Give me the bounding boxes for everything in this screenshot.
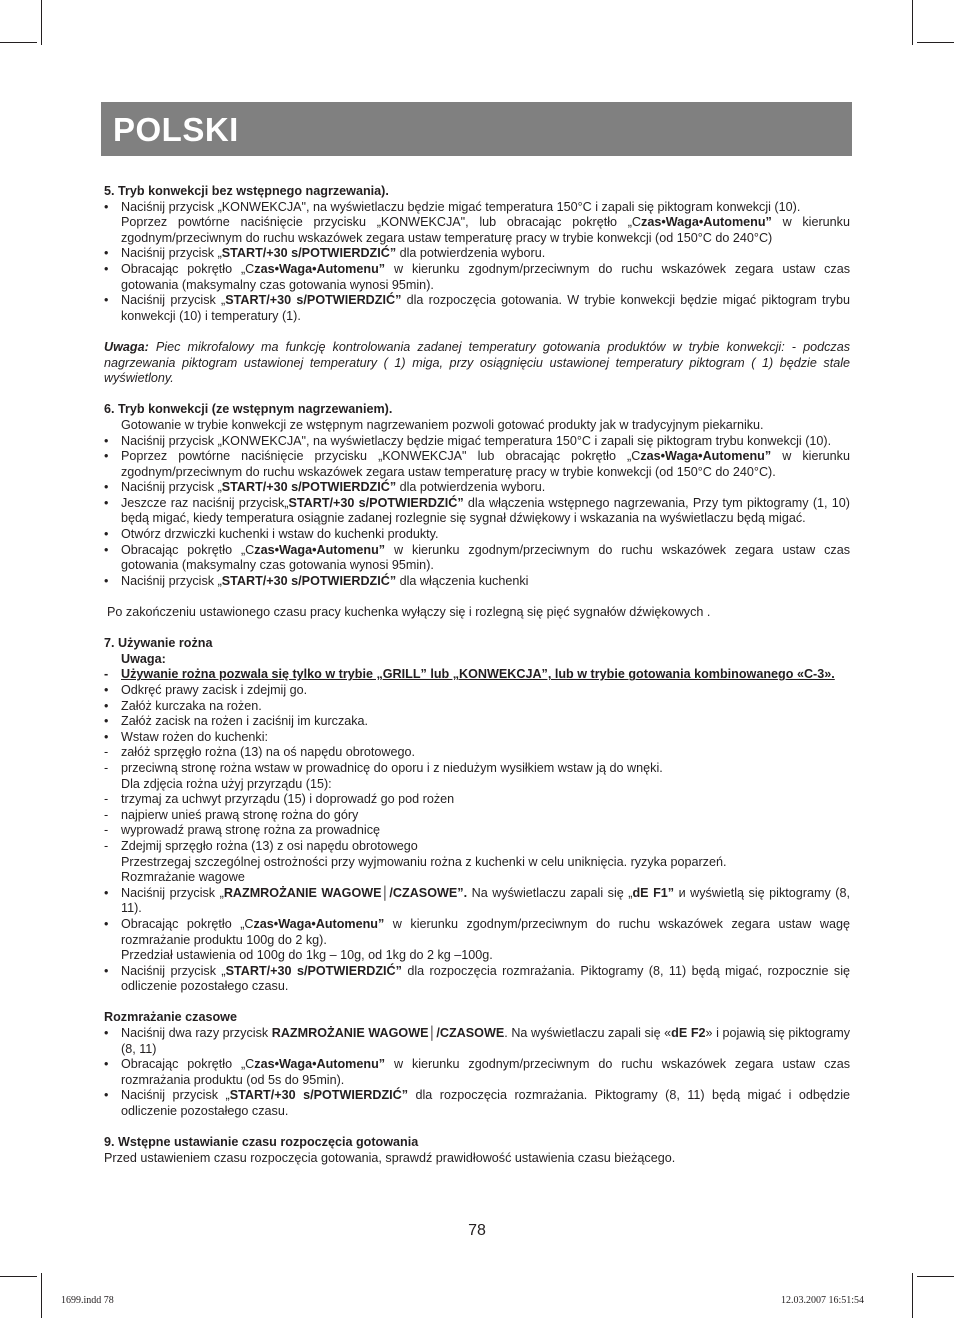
list-item: • Otwórz drzwiczki kuchenki i wstaw do kuchenki produkty. bbox=[104, 527, 439, 542]
dash-item: - wyprowadź prawą stronę rożna za prowadnicę bbox=[104, 823, 381, 838]
paragraph: Gotowanie w trybie konwekcji ze wstępnym nagrzewaniem pozwoli gotować produkty jak w tradycyjnym piekarniku. bbox=[121, 417, 764, 432]
warning-line: - Używanie rożna pozwala się tylko w trybie „GRILL” lub „KONWEKCJA”, lub w trybie gotowania kombinowanego «C-3». bbox=[104, 667, 835, 682]
list-item: • Naciśnij przycisk „START/+30 s/POTWIERDZIĆ” dla włączenia kuchenki bbox=[104, 573, 529, 588]
crop-mark bbox=[41, 0, 42, 45]
crop-mark bbox=[0, 42, 37, 43]
section-heading: 7. Używanie rożna bbox=[104, 636, 213, 651]
list-item: • Naciśnij przycisk „START/+30 s/POTWIERDZIĆ” dla potwierdzenia wyboru. bbox=[104, 480, 546, 495]
list-item: • Odkręć prawy zacisk i zdejmij go. bbox=[104, 683, 308, 697]
crop-mark bbox=[917, 42, 954, 43]
list-item: • Obracając pokrętło „Czas•Waga•Automenu” w kierunku zgodnym/przeciwnym do ruchu wskazówek zegara ustaw czas rozmrażania produktu (od 5s do 95min). bbox=[104, 1057, 850, 1087]
crop-mark bbox=[41, 1273, 42, 1318]
section-heading: 5. Tryb konwekcji bez wstępnego nagrzewania). bbox=[104, 184, 389, 198]
page-number: 78 bbox=[468, 1222, 486, 1239]
note-paragraph: Uwaga: Piec mikrofalowy ma funkcję kontrolowania zadanej temperatury gotowania produktów w trybie konwekcji: - podczas nagrzewania piktogram ustawionej temperatury ( 1) miga, przy osiągnięciu ustawionej temperatury piktogram ( 1) będzie stale wyświetlony. bbox=[104, 339, 850, 386]
paragraph: Przed ustawieniem czasu rozpoczęcia gotowania, sprawdź prawidłowość ustawienia czasu bieżącego. bbox=[104, 1150, 676, 1165]
section-heading: 6. Tryb konwekcji (ze wstępnym nagrzewaniem). bbox=[104, 402, 393, 417]
dash-item: - przeciwną stronę rożna wstaw w prowadnicę do oporu i z niedużym wysiłkiem wstaw ją do wnęki. bbox=[104, 760, 663, 775]
paragraph: Dla zdjęcia rożna użyj przyrządu (15): bbox=[121, 776, 332, 791]
file-slug: 1699.indd 78 bbox=[61, 1295, 114, 1306]
list-item: • Naciśnij przycisk „RAZMROŻANIE WAGOWE│/CZASOWE”. Na wyświetlaczu zapali się „dE F1” и wyświetlą się piktogramy (8, 11). bbox=[104, 885, 850, 916]
list-item: • Wstaw rożen do kuchenki: bbox=[104, 729, 268, 744]
print-timestamp: 12.03.2007 16:51:54 bbox=[781, 1295, 865, 1306]
list-item: • Obracając pokrętło „Czas•Waga•Automenu” w kierunku zgodnym/przeciwnym do ruchu wskazówek zegara ustaw czas gotowania (maksymalny czas gotowania wynosi 95min). bbox=[104, 542, 850, 573]
section-heading: Rozmrażanie czasowe bbox=[104, 1010, 237, 1025]
paragraph: Po zakończeniu ustawionego czasu pracy kuchenka wyłączy się i rozlegną się pięć sygnałów dźwiękowych . bbox=[107, 605, 711, 620]
dash-item: - Zdejmij sprzęgło rożna (13) z osi napędu obrotowego bbox=[104, 838, 418, 853]
crop-mark bbox=[912, 0, 913, 45]
dash-item: - najpierw unieś prawą stronę rożna do góry bbox=[104, 807, 359, 822]
dash-item: - trzymaj za uchwyt przyrządu (15) i doprowadź go pod rożen bbox=[104, 792, 455, 807]
paragraph: Przestrzegaj szczególnej ostrożności przy wyjmowaniu rożna z kuchenki w celu uniknięcia. ryzyka poparzeń. bbox=[121, 854, 727, 869]
list-item: • Naciśnij przycisk „START/+30 s/POTWIERDZIĆ” dla rozpoczęcia gotowania. W trybie konwekcji będzie migać piktogram trybu konwekcji (10) i temperatury (1). bbox=[104, 293, 851, 323]
dash-item: - załóż sprzęgło rożna (13) na oś napędu obrotowego. bbox=[104, 745, 416, 760]
list-item: • Naciśnij dwa razy przycisk RAZMROŻANIE WAGOWE│/CZASOWE. Na wyświetlaczu zapali się «dE F2» i pojawią się piktogramy (8, 11) bbox=[104, 1026, 850, 1056]
list-item: • Naciśnij przycisk „START/+30 s/POTWIERDZIĆ” dla rozpoczęcia rozmrażania. Piktogramy (8, 11) będą migać, rozpocznie się odliczenie pozostałego czasu. bbox=[104, 963, 850, 994]
list-item: • Naciśnij przycisk „KONWEKCJA", na wyświetlaczu będzie migać temperatura 150°C i zapali się piktogram konwekcji (10). bbox=[104, 199, 801, 214]
list-item: • Załóż zacisk na rożen i zaciśnij im kurczaka. bbox=[104, 714, 369, 729]
paragraph: Rozmrażanie wagowe bbox=[121, 870, 245, 885]
list-item: • Naciśnij przycisk „START/+30 s/POTWIERDZIĆ” dla rozpoczęcia rozmrażania. Piktogramy (8, 11) będą migać i odbędzie odliczenie pozostałego czasu. bbox=[104, 1088, 850, 1119]
section-heading: 9. Wstępne ustawianie czasu rozpoczęcia gotowania bbox=[104, 1135, 419, 1150]
language-banner bbox=[101, 102, 852, 156]
crop-mark bbox=[917, 1276, 954, 1277]
list-item: • Poprzez powtórne naciśnięcie przycisku „KONWEKCJA" lub obracając pokrętło „Czas•Waga•Automenu” w kierunku zgodnym/przeciwnym do ruchu wskazówek zegara ustaw temperaturę pracy w trybie konwekcji (od 150°C do 240°C). bbox=[104, 449, 850, 479]
list-item: • Załóż kurczaka na rożen. bbox=[104, 698, 262, 713]
list-item: • Obracając pokrętło „Czas•Waga•Automenu” w kierunku zgodnym/przeciwnym do ruchu wskazówek zegara ustaw wagę rozmrażanie produktu 100g do 2 kg). Przedział ustawienia od 100g do 1kg – 10g, od 1kg do 2 kg –100g. bbox=[104, 916, 850, 963]
crop-mark bbox=[0, 1276, 37, 1277]
list-item: • Naciśnij przycisk „START/+30 s/POTWIERDZIĆ” dla potwierdzenia wyboru. bbox=[104, 246, 546, 261]
document-body bbox=[104, 184, 850, 1166]
crop-mark bbox=[912, 1273, 913, 1318]
list-item: • Obracając pokrętło „Czas•Waga•Automenu” w kierunku zgodnym/przeciwnym do ruchu wskazówek zegara ustaw czas gotowania (maksymalny czas gotowania wynosi 95min). bbox=[104, 261, 850, 292]
list-item: Poprzez powtórne naciśnięcie przycisku „KONWEKCJA", lub obracając pokrętło „Czas•Waga•Automenu” w kierunku zgodnym/przeciwnym do ruchu wskazówek zegara ustaw temperaturę pracy w trybie konwekcji (od 150°C do 240°C) bbox=[121, 215, 850, 245]
list-item: • Jeszcze raz naciśnij przycisk„START/+30 s/POTWIERDZIĆ” dla włączenia wstępnego nagrzewania, Przy tym piktogramy (1, 10) będą migać, kiedy temperatura osiągnie zadanej rozlegnie się sygnał dźwiękowy i wskazania na wyświetlaczu będą migać. bbox=[104, 495, 850, 526]
page-title: POLSKI bbox=[113, 111, 239, 148]
note-label: Uwaga: bbox=[121, 651, 166, 666]
list-item: • Naciśnij przycisk „KONWEKCJA", na wyświetlaczy będzie migać temperatura 150°C i zapali się piktogram trybu konwekcji (10). bbox=[104, 433, 832, 448]
